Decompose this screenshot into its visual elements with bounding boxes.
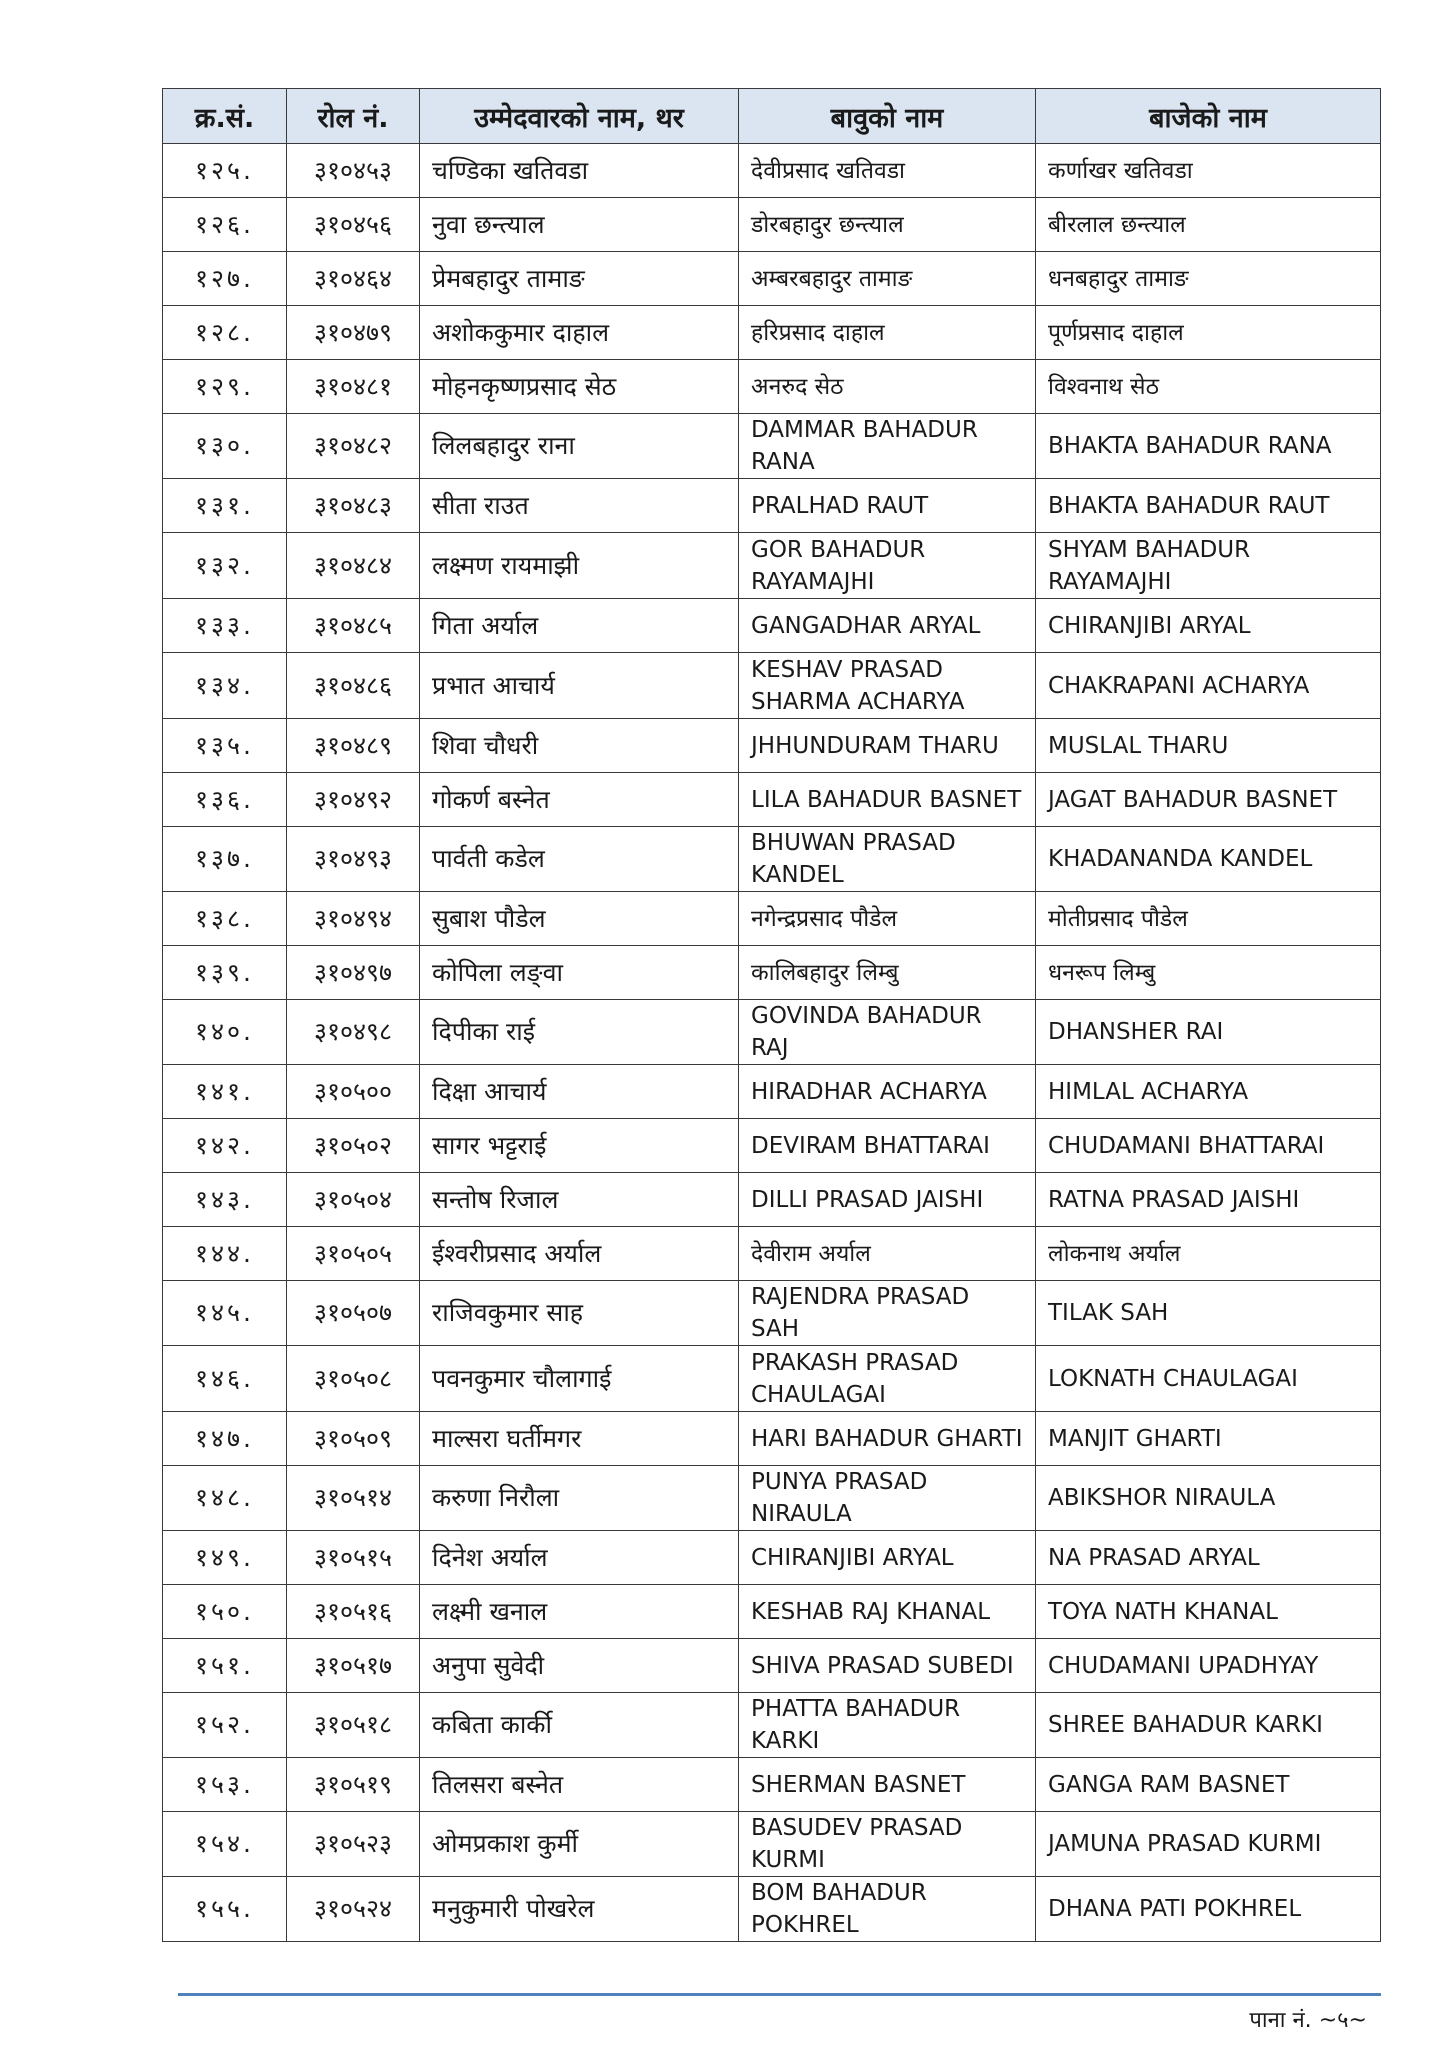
header-row	[163, 89, 1381, 144]
serial-number-cell: १४९.	[163, 1531, 287, 1585]
candidate-name-cell: सन्तोष रिजाल	[420, 1173, 739, 1227]
serial-number-cell: १३३.	[163, 599, 287, 653]
father-name-cell: DILLI PRASAD JAISHI	[739, 1173, 1036, 1227]
table-row	[163, 1000, 1381, 1065]
grandfather-name-cell: HIMLAL ACHARYA	[1036, 1065, 1381, 1119]
grandfather-name-cell: GANGA RAM BASNET	[1036, 1758, 1381, 1812]
father-name-cell: RAJENDRA PRASAD SAH	[739, 1281, 1036, 1346]
father-name-cell: KESHAV PRASAD SHARMA ACHARYA	[739, 653, 1036, 719]
header-candidate-name: उम्मेदवारको नाम, थर	[420, 89, 739, 144]
table-row	[163, 533, 1381, 599]
roll-number-cell: ३१०५१५	[287, 1531, 420, 1585]
roll-number-cell: ३१०५२३	[287, 1812, 420, 1877]
grandfather-name-cell: RATNA PRASAD JAISHI	[1036, 1173, 1381, 1227]
grandfather-name-cell: बीरलाल छन्त्याल	[1036, 198, 1381, 252]
table-row	[163, 1412, 1381, 1466]
father-name-cell: HIRADHAR ACHARYA	[739, 1065, 1036, 1119]
grandfather-name-cell: SHREE BAHADUR KARKI	[1036, 1693, 1381, 1758]
grandfather-name-cell: CHUDAMANI UPADHYAY	[1036, 1639, 1381, 1693]
candidate-name-cell: नुवा छन्त्याल	[420, 198, 739, 252]
candidate-name-cell: सीता राउत	[420, 479, 739, 533]
roll-number-cell: ३१०४८१	[287, 360, 420, 414]
serial-number-cell: १२८.	[163, 306, 287, 360]
roll-number-cell: ३१०४९२	[287, 773, 420, 827]
serial-number-cell: १३५.	[163, 719, 287, 773]
header-serial-number: क्र.सं.	[163, 89, 287, 144]
table-row	[163, 144, 1381, 198]
table-row	[163, 1119, 1381, 1173]
father-name-cell: JHHUNDURAM THARU	[739, 719, 1036, 773]
candidate-name-cell: पार्वती कडेल	[420, 827, 739, 892]
roll-number-cell: ३१०५०९	[287, 1412, 420, 1466]
grandfather-name-cell: MANJIT GHARTI	[1036, 1412, 1381, 1466]
grandfather-name-cell: KHADANANDA KANDEL	[1036, 827, 1381, 892]
father-name-cell: CHIRANJIBI ARYAL	[739, 1531, 1036, 1585]
candidate-name-cell: लक्ष्मण रायमाझी	[420, 533, 739, 599]
table-row	[163, 1173, 1381, 1227]
header-father-name: बावुको नाम	[739, 89, 1036, 144]
roll-number-cell: ३१०४७९	[287, 306, 420, 360]
roll-number-cell: ३१०५१४	[287, 1466, 420, 1531]
roll-number-cell: ३१०४८५	[287, 599, 420, 653]
roll-number-cell: ३१०४९३	[287, 827, 420, 892]
roll-number-cell: ३१०४९८	[287, 1000, 420, 1065]
table-row	[163, 719, 1381, 773]
roll-number-cell: ३१०५०५	[287, 1227, 420, 1281]
father-name-cell: डोरबहादुर छन्त्याल	[739, 198, 1036, 252]
serial-number-cell: १२७.	[163, 252, 287, 306]
father-name-cell: अनरुद सेठ	[739, 360, 1036, 414]
table-row	[163, 653, 1381, 719]
father-name-cell: DAMMAR BAHADUR RANA	[739, 414, 1036, 479]
grandfather-name-cell: धनरूप लिम्बु	[1036, 946, 1381, 1000]
roll-number-cell: ३१०४९७	[287, 946, 420, 1000]
roll-number-cell: ३१०४६४	[287, 252, 420, 306]
table-row	[163, 1281, 1381, 1346]
table-row	[163, 892, 1381, 946]
grandfather-name-cell: JAGAT BAHADUR BASNET	[1036, 773, 1381, 827]
serial-number-cell: १४२.	[163, 1119, 287, 1173]
grandfather-name-cell: DHANSHER RAI	[1036, 1000, 1381, 1065]
candidate-name-cell: अनुपा सुवेदी	[420, 1639, 739, 1693]
candidate-name-cell: कबिता कार्की	[420, 1693, 739, 1758]
candidate-name-cell: प्रभात आचार्य	[420, 653, 739, 719]
serial-number-cell: १३६.	[163, 773, 287, 827]
serial-number-cell: १३४.	[163, 653, 287, 719]
grandfather-name-cell: मोतीप्रसाद पौडेल	[1036, 892, 1381, 946]
roll-number-cell: ३१०४८४	[287, 533, 420, 599]
roll-number-cell: ३१०४८३	[287, 479, 420, 533]
candidate-name-cell: गिता अर्याल	[420, 599, 739, 653]
serial-number-cell: १४३.	[163, 1173, 287, 1227]
serial-number-cell: १२६.	[163, 198, 287, 252]
father-name-cell: LILA BAHADUR BASNET	[739, 773, 1036, 827]
serial-number-cell: १२९.	[163, 360, 287, 414]
page-number-footer	[1249, 2004, 1367, 2034]
roll-number-cell: ३१०४८६	[287, 653, 420, 719]
table-row	[163, 1531, 1381, 1585]
serial-number-cell: १४६.	[163, 1346, 287, 1412]
roll-number-cell: ३१०५००	[287, 1065, 420, 1119]
table-row	[163, 1585, 1381, 1639]
header-roll-number: रोल नं.	[287, 89, 420, 144]
serial-number-cell: १३०.	[163, 414, 287, 479]
candidate-name-cell: ईश्वरीप्रसाद अर्याल	[420, 1227, 739, 1281]
table-row	[163, 827, 1381, 892]
table-row	[163, 1758, 1381, 1812]
table-row	[163, 1812, 1381, 1877]
grandfather-name-cell: LOKNATH CHAULAGAI	[1036, 1346, 1381, 1412]
roll-number-cell: ३१०५०७	[287, 1281, 420, 1346]
grandfather-name-cell: CHUDAMANI BHATTARAI	[1036, 1119, 1381, 1173]
candidate-name-cell: मोहनकृष्णप्रसाद सेठ	[420, 360, 739, 414]
candidate-name-cell: लिलबहादुर राना	[420, 414, 739, 479]
father-name-cell: GOVINDA BAHADUR RAJ	[739, 1000, 1036, 1065]
serial-number-cell: १४७.	[163, 1412, 287, 1466]
grandfather-name-cell: विश्वनाथ सेठ	[1036, 360, 1381, 414]
father-name-cell: PHATTA BAHADUR KARKI	[739, 1693, 1036, 1758]
roll-number-cell: ३१०४५६	[287, 198, 420, 252]
father-name-cell: अम्बरबहादुर तामाङ	[739, 252, 1036, 306]
roll-number-cell: ३१०५२४	[287, 1877, 420, 1942]
grandfather-name-cell: कर्णाखर खतिवडा	[1036, 144, 1381, 198]
roll-number-cell: ३१०५०८	[287, 1346, 420, 1412]
serial-number-cell: १४८.	[163, 1466, 287, 1531]
father-name-cell: BASUDEV PRASAD KURMI	[739, 1812, 1036, 1877]
candidate-name-cell: ओमप्रकाश कुर्मी	[420, 1812, 739, 1877]
candidate-name-cell: दिनेश अर्याल	[420, 1531, 739, 1585]
table-header	[163, 89, 1381, 144]
candidate-name-cell: दिपीका राई	[420, 1000, 739, 1065]
table-row	[163, 479, 1381, 533]
roll-number-cell: ३१०४८९	[287, 719, 420, 773]
serial-number-cell: १५१.	[163, 1639, 287, 1693]
father-name-cell: कालिबहादुर लिम्बु	[739, 946, 1036, 1000]
father-name-cell: BOM BAHADUR POKHREL	[739, 1877, 1036, 1942]
candidate-name-cell: करुणा निरौला	[420, 1466, 739, 1531]
candidate-name-cell: गोकर्ण बस्नेत	[420, 773, 739, 827]
grandfather-name-cell: धनबहादुर तामाङ	[1036, 252, 1381, 306]
table-row	[163, 1877, 1381, 1942]
candidate-name-cell: दिक्षा आचार्य	[420, 1065, 739, 1119]
table-row	[163, 1065, 1381, 1119]
serial-number-cell: १३२.	[163, 533, 287, 599]
grandfather-name-cell: BHAKTA BAHADUR RAUT	[1036, 479, 1381, 533]
footer-divider	[178, 1993, 1381, 1996]
grandfather-name-cell: ABIKSHOR NIRAULA	[1036, 1466, 1381, 1531]
father-name-cell: हरिप्रसाद दाहाल	[739, 306, 1036, 360]
table-row	[163, 773, 1381, 827]
serial-number-cell: १५३.	[163, 1758, 287, 1812]
roll-number-cell: ३१०४५३	[287, 144, 420, 198]
serial-number-cell: १३८.	[163, 892, 287, 946]
candidate-name-cell: प्रेमबहादुर तामाङ	[420, 252, 739, 306]
grandfather-name-cell: CHIRANJIBI ARYAL	[1036, 599, 1381, 653]
roll-number-cell: ३१०४९४	[287, 892, 420, 946]
father-name-cell: BHUWAN PRASAD KANDEL	[739, 827, 1036, 892]
candidate-name-cell: चण्डिका खतिवडा	[420, 144, 739, 198]
father-name-cell: PUNYA PRASAD NIRAULA	[739, 1466, 1036, 1531]
table-row	[163, 360, 1381, 414]
candidate-name-cell: लक्ष्मी खनाल	[420, 1585, 739, 1639]
grandfather-name-cell: SHYAM BAHADUR RAYAMAJHI	[1036, 533, 1381, 599]
roll-number-cell: ३१०५१६	[287, 1585, 420, 1639]
grandfather-name-cell: JAMUNA PRASAD KURMI	[1036, 1812, 1381, 1877]
table-row	[163, 252, 1381, 306]
candidate-list-table	[162, 88, 1381, 1942]
grandfather-name-cell: CHAKRAPANI ACHARYA	[1036, 653, 1381, 719]
serial-number-cell: १५४.	[163, 1812, 287, 1877]
father-name-cell: GANGADHAR ARYAL	[739, 599, 1036, 653]
candidate-name-cell: सुबाश पौडेल	[420, 892, 739, 946]
table-row	[163, 414, 1381, 479]
page-number: ~५~	[1318, 2008, 1367, 2033]
table-row	[163, 1346, 1381, 1412]
roll-number-cell: ३१०५१८	[287, 1693, 420, 1758]
father-name-cell: DEVIRAM BHATTARAI	[739, 1119, 1036, 1173]
father-name-cell: देवीराम अर्याल	[739, 1227, 1036, 1281]
father-name-cell: नगेन्द्रप्रसाद पौडेल	[739, 892, 1036, 946]
grandfather-name-cell: BHAKTA BAHADUR RANA	[1036, 414, 1381, 479]
grandfather-name-cell: लोकनाथ अर्याल	[1036, 1227, 1381, 1281]
roll-number-cell: ३१०५०४	[287, 1173, 420, 1227]
serial-number-cell: १३९.	[163, 946, 287, 1000]
candidate-name-cell: शिवा चौधरी	[420, 719, 739, 773]
table-row	[163, 946, 1381, 1000]
table-row	[163, 1466, 1381, 1531]
roll-number-cell: ३१०४८२	[287, 414, 420, 479]
father-name-cell: SHERMAN BASNET	[739, 1758, 1036, 1812]
candidate-name-cell: कोपिला लङ्वा	[420, 946, 739, 1000]
table-body	[163, 144, 1381, 1942]
serial-number-cell: १४४.	[163, 1227, 287, 1281]
grandfather-name-cell: पूर्णप्रसाद दाहाल	[1036, 306, 1381, 360]
header-grandfather-name: बाजेको नाम	[1036, 89, 1381, 144]
grandfather-name-cell: DHANA PATI POKHREL	[1036, 1877, 1381, 1942]
serial-number-cell: १५०.	[163, 1585, 287, 1639]
table-row	[163, 198, 1381, 252]
roll-number-cell: ३१०५१९	[287, 1758, 420, 1812]
table-row	[163, 1693, 1381, 1758]
serial-number-cell: १३७.	[163, 827, 287, 892]
father-name-cell: KESHAB RAJ KHANAL	[739, 1585, 1036, 1639]
candidate-name-cell: पवनकुमार चौलागाई	[420, 1346, 739, 1412]
roll-number-cell: ३१०५०२	[287, 1119, 420, 1173]
serial-number-cell: १५२.	[163, 1693, 287, 1758]
table-row	[163, 599, 1381, 653]
father-name-cell: SHIVA PRASAD SUBEDI	[739, 1639, 1036, 1693]
grandfather-name-cell: NA PRASAD ARYAL	[1036, 1531, 1381, 1585]
candidate-name-cell: मनुकुमारी पोखरेल	[420, 1877, 739, 1942]
serial-number-cell: १५५.	[163, 1877, 287, 1942]
father-name-cell: देवीप्रसाद खतिवडा	[739, 144, 1036, 198]
grandfather-name-cell: TILAK SAH	[1036, 1281, 1381, 1346]
grandfather-name-cell: MUSLAL THARU	[1036, 719, 1381, 773]
father-name-cell: PRAKASH PRASAD CHAULAGAI	[739, 1346, 1036, 1412]
serial-number-cell: १४५.	[163, 1281, 287, 1346]
serial-number-cell: १३१.	[163, 479, 287, 533]
table-row	[163, 306, 1381, 360]
father-name-cell: PRALHAD RAUT	[739, 479, 1036, 533]
candidate-name-cell: अशोककुमार दाहाल	[420, 306, 739, 360]
father-name-cell: GOR BAHADUR RAYAMAJHI	[739, 533, 1036, 599]
candidate-name-cell: राजिवकुमार साह	[420, 1281, 739, 1346]
table-row	[163, 1639, 1381, 1693]
father-name-cell: HARI BAHADUR GHARTI	[739, 1412, 1036, 1466]
serial-number-cell: १४१.	[163, 1065, 287, 1119]
roll-number-cell: ३१०५१७	[287, 1639, 420, 1693]
grandfather-name-cell: TOYA NATH KHANAL	[1036, 1585, 1381, 1639]
candidate-name-cell: तिलसरा बस्नेत	[420, 1758, 739, 1812]
page-label: पाना नं.	[1249, 2008, 1312, 2033]
serial-number-cell: १४०.	[163, 1000, 287, 1065]
serial-number-cell: १२५.	[163, 144, 287, 198]
candidate-name-cell: सागर भट्टराई	[420, 1119, 739, 1173]
table-row	[163, 1227, 1381, 1281]
candidate-name-cell: माल्सरा घर्तीमगर	[420, 1412, 739, 1466]
